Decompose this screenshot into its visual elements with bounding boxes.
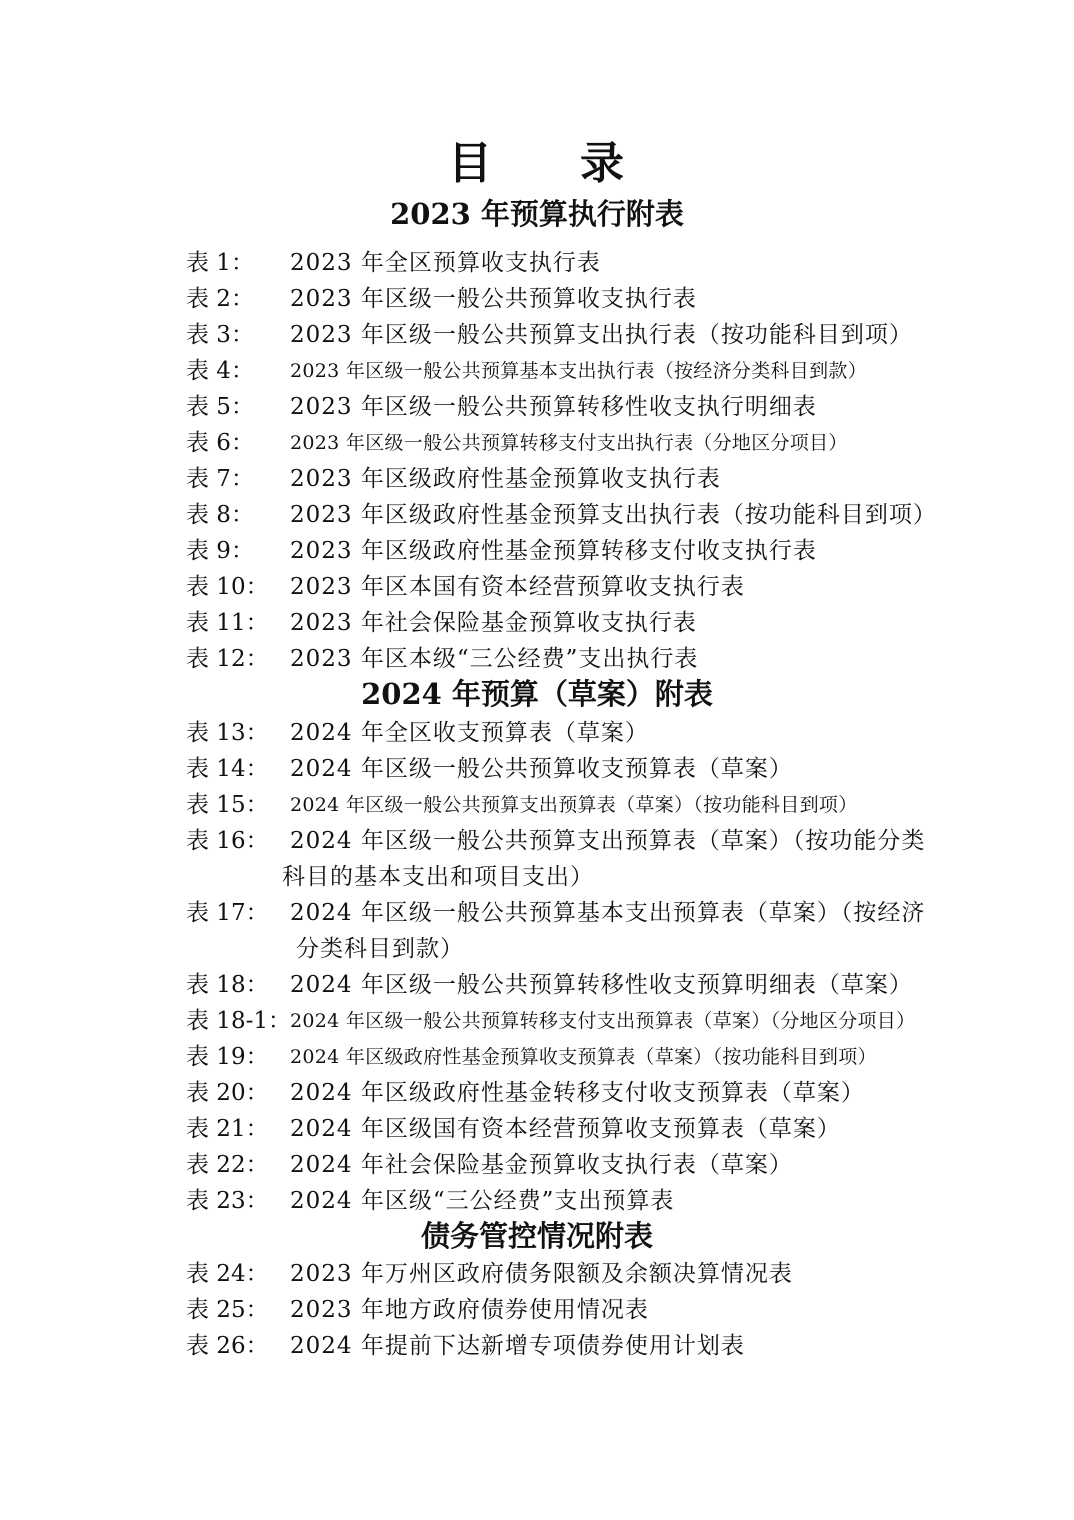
toc-entry-continuation: 分类科目到款） [296, 936, 464, 962]
toc-entry-title: 2023 年区本国有资本经营预算收支执行表 [290, 574, 745, 600]
toc-entry-label: 表 20： [186, 1080, 269, 1106]
toc-entry-title: 2024 年区级国有资本经营预算收支预算表（草案） [290, 1116, 841, 1142]
title-char-1: 目 [448, 138, 494, 189]
toc-entry-title: 2024 年区级一般公共预算转移支付支出预算表（草案）（分地区分项目） [290, 1010, 916, 1032]
toc-entry-label: 表 8： [186, 502, 254, 528]
toc-entry-label: 表 24： [186, 1261, 269, 1287]
toc-entry-label: 表 9： [186, 538, 254, 564]
toc-entry-label: 表 15： [186, 792, 269, 818]
page-title [0, 136, 1074, 192]
toc-entry-title: 2023 年区级政府性基金预算转移支付收支执行表 [290, 538, 817, 564]
toc-entry-title: 2023 年地方政府债券使用情况表 [290, 1297, 649, 1323]
toc-entry-title: 2023 年区级一般公共预算转移性收支执行明细表 [290, 394, 817, 420]
toc-entry-title: 2023 年社会保险基金预算收支执行表 [290, 610, 697, 636]
section-heading-debt: 债务管控情况附表 [420, 1219, 653, 1253]
toc-entry-title: 2024 年区级一般公共预算基本支出预算表（草案）（按经济 [290, 900, 926, 926]
toc-entry-label: 表 18： [186, 972, 269, 998]
toc-entry-label: 表 23： [186, 1188, 269, 1214]
toc-entry-label: 表 1： [186, 250, 254, 276]
toc-entry-title: 2024 年区级一般公共预算转移性收支预算明细表（草案） [290, 972, 913, 998]
toc-entry-title: 2023 年区级一般公共预算支出执行表（按功能科目到项） [290, 322, 913, 348]
toc-entry-title: 2024 年区级一般公共预算支出预算表（草案）（按功能分类 [290, 828, 926, 854]
toc-entry-label: 表 22： [186, 1152, 269, 1178]
toc-entry-title: 2023 年区级一般公共预算基本支出执行表（按经济分类科目到款） [290, 360, 867, 382]
toc-entry-label: 表 12： [186, 646, 269, 672]
toc-entry-label: 表 13： [186, 720, 269, 746]
toc-entry-title: 2023 年区级一般公共预算收支执行表 [290, 286, 697, 312]
toc-entry-title: 2024 年提前下达新增专项债券使用计划表 [290, 1333, 745, 1359]
toc-entry-label: 表 6： [186, 430, 254, 456]
toc-entry-title: 2023 年区级一般公共预算转移支付支出执行表（分地区分项目） [290, 432, 848, 454]
toc-entry-title: 2024 年区级政府性基金转移支付收支预算表（草案） [290, 1080, 865, 1106]
toc-entry-title: 2024 年社会保险基金预算收支执行表（草案） [290, 1152, 793, 1178]
toc-entry-label: 表 19： [186, 1044, 269, 1070]
toc-entry-title: 2024 年区级“三公经费”支出预算表 [290, 1188, 675, 1214]
toc-entry-label: 表 3： [186, 322, 254, 348]
toc-entry-label: 表 26： [186, 1333, 269, 1359]
toc-entry-continuation: 科目的基本支出和项目支出） [282, 864, 594, 890]
toc-entry-title: 2024 年全区收支预算表（草案） [290, 720, 649, 746]
title-char-2: 录 [580, 138, 626, 189]
toc-entry-label: 表 14： [186, 756, 269, 782]
toc-entry-title: 2023 年万州区政府债务限额及余额决算情况表 [290, 1261, 793, 1287]
toc-entry-title: 2024 年区级一般公共预算收支预算表（草案） [290, 756, 793, 782]
section-heading-2023: 2023 年预算执行附表 [390, 197, 684, 231]
toc-entry-title: 2024 年区级政府性基金预算收支预算表（草案）（按功能科目到项） [290, 1046, 877, 1068]
toc-entry-label: 表 11： [186, 610, 269, 636]
toc-entry-label: 表 16： [186, 828, 269, 854]
toc-entry-label: 表 10： [186, 574, 269, 600]
toc-entry-label: 表 5： [186, 394, 254, 420]
toc-entry-label: 表 25： [186, 1297, 269, 1323]
toc-entry-title: 2024 年区级一般公共预算支出预算表（草案）（按功能科目到项） [290, 794, 858, 816]
toc-entry-title: 2023 年区级政府性基金预算支出执行表（按功能科目到项） [290, 502, 937, 528]
toc-entry-label: 表 21： [186, 1116, 269, 1142]
toc-entry-title: 2023 年区本级“三公经费”支出执行表 [290, 646, 699, 672]
toc-entry-label: 表 7： [186, 466, 254, 492]
toc-entry-title: 2023 年区级政府性基金预算收支执行表 [290, 466, 721, 492]
toc-entry-label: 表 4： [186, 358, 254, 384]
toc-entry-title: 2023 年全区预算收支执行表 [290, 250, 601, 276]
toc-entry-label: 表 17： [186, 900, 269, 926]
section-heading-2024: 2024 年预算（草案）附表 [361, 677, 713, 711]
toc-entry-label: 表 2： [186, 286, 254, 312]
toc-entry-label: 表 18-1： [186, 1008, 291, 1034]
